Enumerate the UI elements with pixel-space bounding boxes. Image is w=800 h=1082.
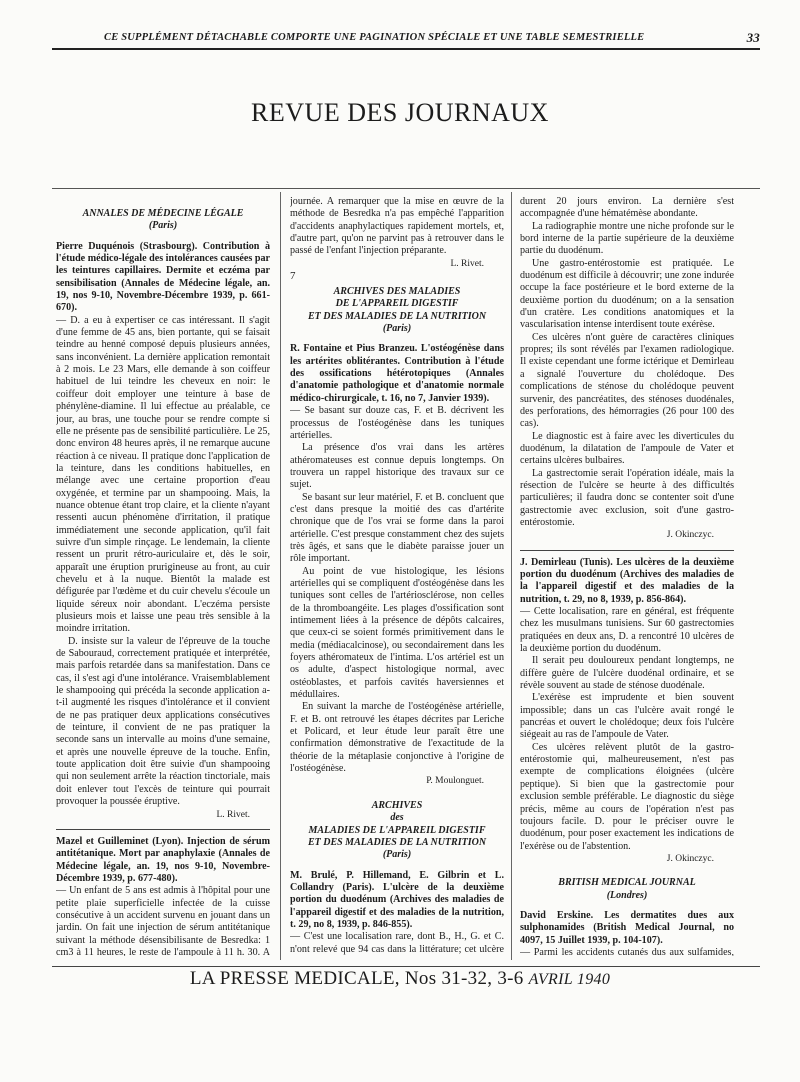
article-signature: J. Okinczyc.: [666, 530, 714, 541]
article-lead: Pierre Duquénois (Strasbourg). Contribution à l'étude médico-légale des intolérances causées par les teintures capillaires. Dermite et eczéma par sensibilisation (Annales de Médecine légale, an. 19, nos 9-10, Novembre-Décembre 1939, p. 661-670).: [56, 240, 270, 314]
article-paragraph: En suivant la marche de l'ostéogénèse artérielle, F. et B. ont retrouvé les étapes décrites par Leriche et Policard, et leur étude leur paraît être une confirmation démonstrative de l'exactitude de la théorie de la métaplasie conjonctive à l'origine de l'ostéogénèse.: [290, 701, 504, 775]
article-paragraph: Ces ulcères n'ont guère de caractères cliniques propres; ils sont révélés par l'examen radiologique. Il existe cependant une forme ictérique et Demirleau a signalé l'ouverture du cholédoque. Des complications de sténose du cholédoque peuvent survenir, des pancréatites, des sténoses duodénales, des perforations, des hémorragies (26 pour 100 des cas).: [520, 331, 734, 430]
article-paragraph: — Parmi les accidents cutanés dus aux sulfamides,: [520, 946, 734, 956]
article-paragraph: journée. A remarquer que la mise en œuvre de la méthode de Besredka n'a pas empêché l'apparition d'accidents anaphylactiques rapidement mortels, et, d'autre part, qu'on ne parvint pas à retrouver dans le passé de l'enfant l'injection préparante.: [290, 196, 504, 257]
section-heading: ARCHIVES DES MALADIES: [333, 286, 461, 298]
article-paragraph: Une gastro-entérostomie est pratiquée. Le duodénum est difficile à découvrir; une zone indurée occupe la face postérieure et le bord externe de la deuxième portion du duodénum; on a la sensation d'un cratère. Les conditions anatomiques et la vascularisation intense interdisent toute exérèse.: [520, 257, 734, 331]
article-lead: M. Brulé, P. Hillemand, E. Gilbrin et L. Collandry (Paris). L'ulcère de la deuxième portion du duodénum (Archives des maladies de l'appareil digestif et des maladies de la nutrition, t. 29, no 8, 1939, p. 846-855).: [290, 869, 504, 930]
article-paragraph: Le diagnostic est à faire avec les diverticules du duodénum, la dilatation de l'ampoule de Vater et certains ulcères bulbaires.: [520, 430, 734, 467]
article-paragraph: durent 20 jours environ. La dernière s'est accompagnée d'une hématémèse abondante.: [520, 196, 734, 220]
section-city: (Paris): [382, 323, 412, 335]
article-paragraph: Se basant sur leur matériel, F. et B. concluent que c'est dans presque la moitié des cas d'artérite chronique que de l'os vrai se forme dans la paroi artérielle. C'est presque constamment chez des sujets très âgés, et sans que le diabète paraisse jouer un rôle important.: [290, 491, 504, 565]
article-signature: J. Okinczyc.: [666, 853, 714, 864]
article-paragraph: Au point de vue histologique, les lésions artérielles qui se compliquent d'ostéogénèse dans les tuniques sont celles de l'artériosclérose, non celles de la thromboangéite. Les plages d'ossification sont intimement liées à la présence de dépôts calcaires, que ceux-ci se soient formés primitivement dans le media (médiacalcinose), ou secondairement dans les foyers athéromateux de l'intima. L'os artériel est un os adulte, d'aspect histologique normal, avec ostéoblastes, et parfois cavités haversiennes et médullaires.: [290, 565, 504, 701]
section-city: (Londres): [606, 889, 648, 901]
article-paragraph: Ces ulcères relèvent plutôt de la gastro-entérostomie qui, malheureusement, n'est pas exempte de complications éloignées (ulcère peptique). Si bien que la gastrectomie pour exclusion semble préférable. Le diagnostic du siège précis, même au cours de l'opération n'est pas toujours facile. D. pour le préciser ouvre le duodénum, pour poser exactement les indications de l'exérèse ou de l'abstention.: [520, 741, 734, 852]
section-heading: ET DES MALADIES DE LA NUTRITION: [307, 310, 487, 322]
section-city: (Paris): [382, 849, 412, 861]
section-city: (Paris): [148, 220, 178, 232]
article-paragraph: La présence d'os vrai dans les artères athéromateuses est connue depuis longtemps. On trouvera un rappel historique des travaux sur ce sujet.: [290, 442, 504, 491]
column-1: [56, 196, 270, 956]
article-signature: P. Moulonguet.: [426, 776, 484, 787]
section-heading: DE L'APPAREIL DIGESTIF: [335, 298, 459, 310]
column-divider-2: [511, 192, 512, 960]
column-2: [290, 196, 504, 956]
section-heading: MALADIES DE L'APPAREIL DIGESTIF: [308, 824, 486, 836]
article-paragraph: La gastrectomie serait l'opération idéale, mais la résection de l'ulcère se heurte à des difficultés particulières; il faudra donc se contenter soit d'une gastrectomie avec exclusion, soit d'une gastro-entérostomie.: [520, 467, 734, 528]
article-signature: L. Rivet.: [216, 809, 250, 820]
article-paragraph: — Se basant sur douze cas, F. et B. décrivent les processus de l'ostéogénèse dans les tuniques artérielles.: [290, 405, 504, 441]
article-lead: R. Fontaine et Pius Branzeu. L'ostéogénèse dans les artérites oblitérantes. Contribution à l'étude des ossifications hétérotopiques (Annales d'anatomie pathologique et d'anatomie normale médico-chirurgicale, t. 16, no 7, Janvier 1939).: [290, 343, 504, 404]
article-paragraph: — Un enfant de 5 ans est admis à l'hôpital pour une petite plaie superficielle infectée de la cuisse consécutive à un accident survenu en jouant dans un jardin. On fait une injection de sérum antitétanique suivant la méthode désensibilisante de Besredka: 1 cm3 à 11 heures, le reste de l'ampoule à 11 h. 30. A: [56, 885, 270, 956]
section-heading: ANNALES DE MÉDECINE LÉGALE: [82, 208, 244, 219]
section-heading: ARCHIVES: [371, 799, 423, 811]
article-paragraph: — Cette localisation, rare en général, est fréquente chez les musulmans tunisiens. Sur 60 gastrectomies pratiquées en deux ans, D. a rencontré 10 ulcères de la deuxième portion du duodénum.: [520, 606, 734, 655]
footer-banner: [0, 968, 800, 990]
article-paragraph: — C'est une localisation rare, dont B., H., G. et C. n'ont relevé que 94 cas dans la littérature; cet ulcère: [290, 931, 504, 955]
page-number: 33: [746, 30, 760, 45]
article-separator: [56, 829, 270, 830]
article-paragraph: L'exérèse est imprudente et bien souvent impossible; dans un cas l'ulcère avait rongé le pancréas et ouvert le cholédoque; deux fois l'ulcère siégeait au ras de l'ampoule de Vater.: [520, 692, 734, 741]
section-heading: BRITISH MEDICAL JOURNAL: [558, 877, 696, 889]
margin-mark: 7: [290, 270, 296, 283]
article-paragraph: La radiographie montre une niche profonde sur le bord interne de la partie supérieure de la deuxième partie du duodénum.: [520, 220, 734, 257]
article-paragraph: D. insiste sur la valeur de l'épreuve de la touche de Sabouraud, correctement pratiquée et interprétée, mais parfois retardée dans sa manifestation. Dans ce cas, il s'est agi d'une intolérance. Vraisemblablement le shampooing qui précéda la seconde application a-t-il augmenté les risques d'intolérance et il convient de ne pas pratiquer deux applications consécutives de teinture, il convient de ne pas pratiquer la seconde sans un intervalle au moins d'une semaine, et après une nouvelle épreuve de la touche. Enfin, toute application doit être suivie d'un shampooing qui non seulement arrête la réaction tinctoriale, mais doit enlever tout l'excès de teinture qui pourrait provoquer la poussée éruptive.: [56, 635, 270, 808]
article-separator: [520, 550, 734, 551]
running-header: [52, 26, 760, 50]
top-rule: [52, 188, 760, 189]
column-divider-1: [280, 192, 281, 960]
footer-date: AVRIL 1940: [528, 971, 611, 988]
article-paragraph: — D. a eu à expertiser ce cas intéressant. Il s'agit d'une femme de 45 ans, bien portante, qui se faisait teindre au henné composé depuis plusieurs années, sans inconvénient. La dernière application remontait à 2 mois. Le 23 Mars, elle demande à son coiffeur habituel de lui teindre les cheveux en noir: le coiffeur doit employer une teinture à base de phénylène-diamine. Il lui effectue au préalable, ce jour, au bras, une touche pour se rendre compte si elle ne présente pas de sensibilité particulière. Le 25, donc environ 48 heures après, il ne remarque aucune réaction à ce niveau. Il pratique donc l'application de la teinture, dans les conditions habituelles, en mélange avec une certaine proportion d'eau oxygénée, et termine par un shampooing. Mais, la nuance obtenue étant trop claire, et la cliente n'ayant ressenti aucun phénomène d'irritation, il pratique immédiatement une seconde application, qu'il fait suivre d'un simple rinçage. Le lendemain, la cliente ressent un prurit rétro-auriculaire et, dès le soir, apparaît une éruption prurigineuse au front, au cuir chevelu et à la nuque. Bientôt la malade est défigurée par l'œdème et du cuir chevelu s'écoule un liquide séreux noir abondant. L'eczéma persiste plusieurs mois et laisse une peau très sensible à la moindre irritation.: [56, 314, 270, 635]
article-lead: J. Demirleau (Tunis). Les ulcères de la deuxième portion du duodénum (Archives des maladies de la l'appareil digestif et des maladies de la nutrition, t. 29, no 8, 1939, p. 856-864).: [520, 556, 734, 605]
footer-rule: [52, 966, 760, 967]
column-3: [520, 196, 734, 956]
article-lead: Mazel et Guilleminet (Lyon). Injection de sérum antitétanique. Mort par anaphylaxie (Annales de Médecine légale, an. 19, nos 9-10, Novembre-Décembre 1939, p. 677-480).: [56, 835, 270, 884]
footer-journal: LA PRESSE MEDICALE, Nos 31-32, 3-6: [189, 968, 524, 989]
article-lead: David Erskine. Les dermatites dues aux sulphonamides (British Medical Journal, no 4097, 15 Juillet 1939, p. 104-107).: [520, 909, 734, 946]
header-notice: CE SUPPLÉMENT DÉTACHABLE COMPORTE UNE PAGINATION SPÉCIALE ET UNE TABLE SEMESTRIELLE: [104, 32, 645, 43]
section-heading: ET DES MALADIES DE LA NUTRITION: [307, 836, 487, 848]
article-paragraph: Il serait peu douloureux pendant longtemps, ne diffère guère de l'ulcère duodénal ordinaire, et se révèle souvent au stade de sténose duodénale.: [520, 655, 734, 692]
page-title: REVUE DES JOURNAUX: [251, 98, 549, 127]
section-heading: des: [390, 812, 404, 824]
article-signature: L. Rivet.: [450, 258, 484, 269]
